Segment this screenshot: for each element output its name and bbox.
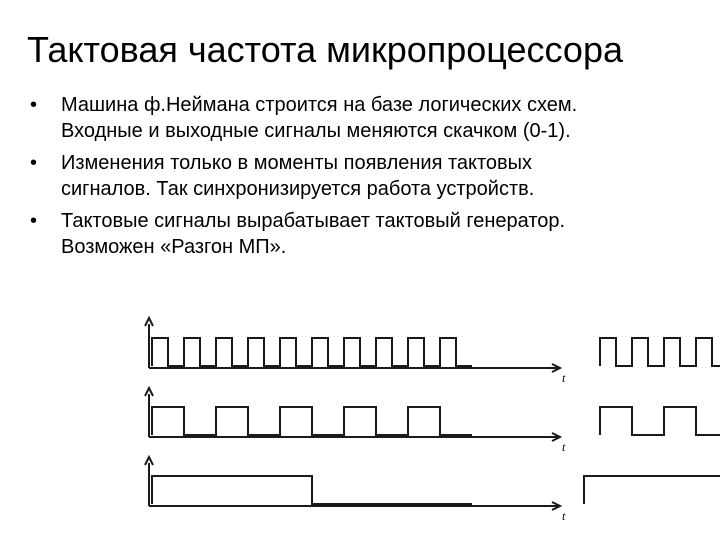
bullet-dot-icon: • <box>30 94 38 116</box>
bullet-dot-icon: • <box>30 152 38 174</box>
axis-label-t: t <box>562 371 566 385</box>
bullet-text-line: Машина ф.Неймана строится на базе логических схем. <box>61 94 578 116</box>
clock-waveform-clock-medium <box>152 407 720 435</box>
clock-waveform-clock-slow <box>152 476 720 504</box>
bullet-text-line: Входные и выходные сигналы меняются скачком (0-1). <box>61 120 571 142</box>
bullet-text-line: сигналов. Так синхронизируется работа устройств. <box>61 178 535 200</box>
bullet-dot-icon: • <box>30 210 38 232</box>
clock-waveform-clock-fast <box>152 338 720 366</box>
axis-label-t: t <box>562 440 566 454</box>
diagram-layer <box>145 318 720 523</box>
bullet-text-line: Возможен «Разгон МП». <box>61 236 287 258</box>
bullet-text-line: Изменения только в моменты появления тактовых <box>61 152 533 174</box>
slide-title: Тактовая частота микропроцессора <box>27 29 623 70</box>
axis-label-t: t <box>562 509 566 523</box>
bullet-text-line: Тактовые сигналы вырабатывает тактовый генератор. <box>61 210 566 232</box>
